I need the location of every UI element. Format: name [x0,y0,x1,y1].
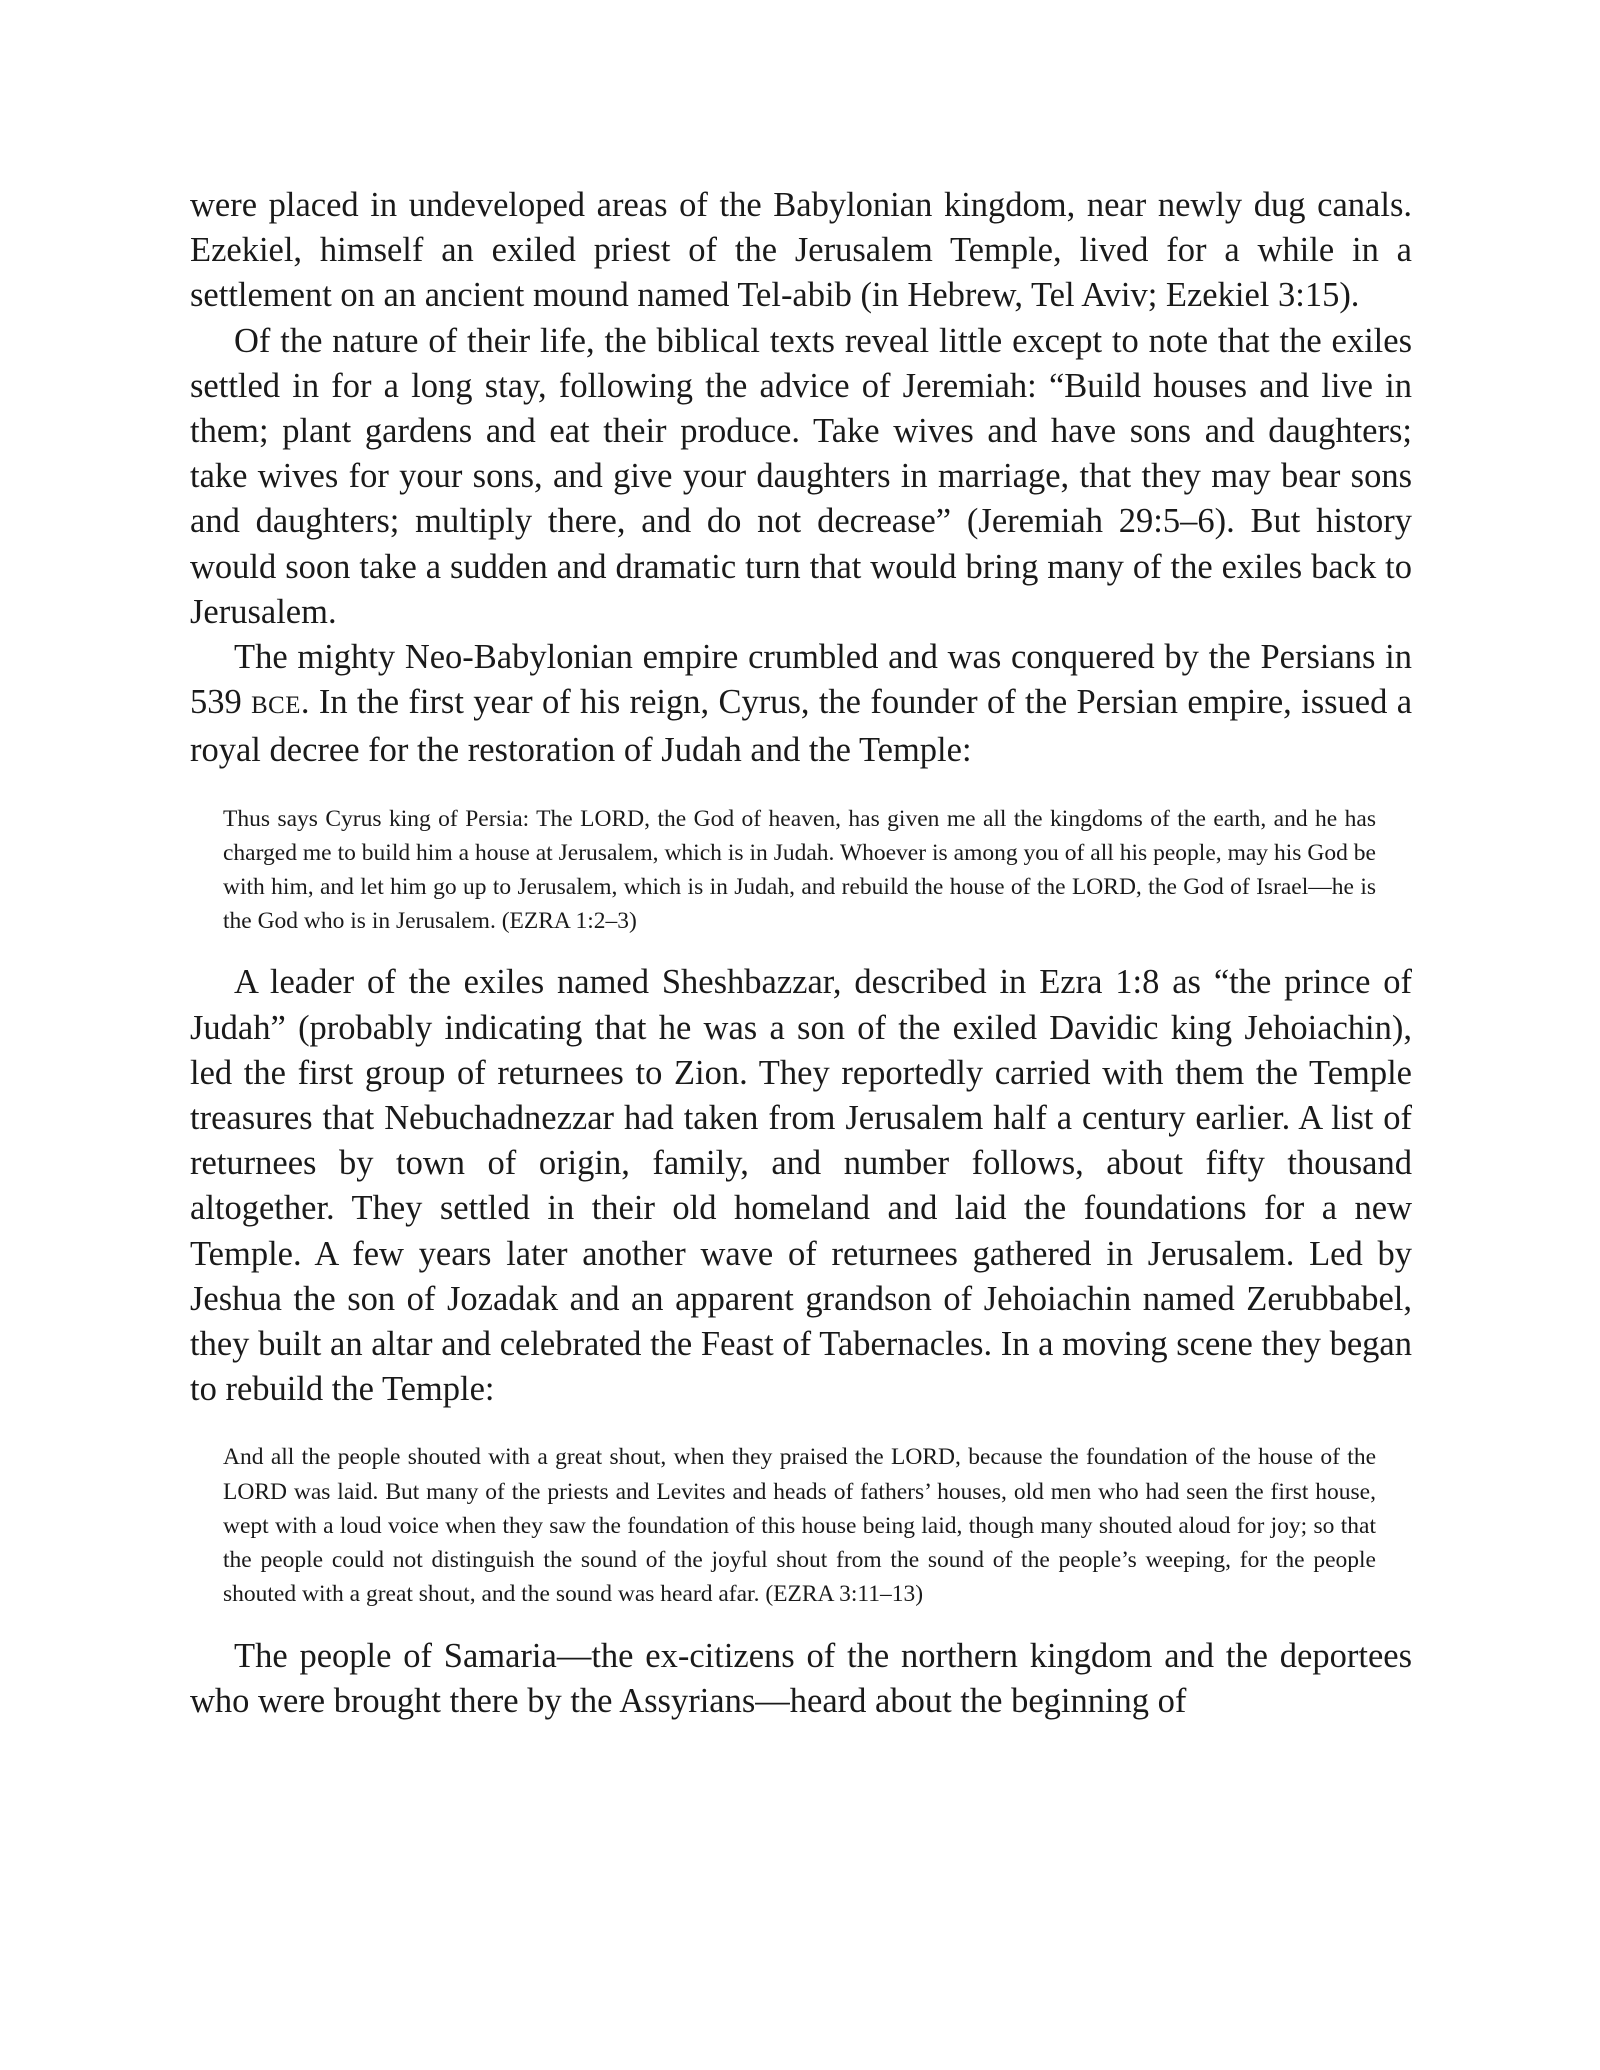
era-abbreviation: BCE [251,692,301,720]
paragraph-persian-conquest-end: . In the first year of his reign, Cyrus, the founder of the Persian empire, issued a royal decree for the restoration of Judah and the Temple: [190,683,1413,770]
paragraph-persian-conquest [190,635,1412,774]
paragraph-persian-conquest-start: The mighty Neo-Babylonian empire crumbled and was conquered by the Persians in 539 [190,638,1412,722]
paragraph-exile-settlement: were placed in undeveloped areas of the Babylonian kingdom, near newly dug canals. Ezekiel, himself an exiled priest of the Jerusalem Temple, lived for a while in a settlement on an ancient mound named Tel-abib (in Hebrew, Tel Aviv; Ezekiel 3:15). [190,186,1412,315]
paragraph-samaria-people: The people of Samaria—the ex-citizens of the northern kingdom and the deportees who were brought there by the Assyrians—heard about the beginning of [190,1636,1412,1720]
page-body [190,183,1412,1724]
block-quote-temple-foundation: And all the people shouted with a great shout, when they praised the LORD, because the foundation of the house of the LORD was laid. But many of the priests and Levites and heads of fathers’ houses, old men who had seen the first house, wept with a loud voice when they saw the foundation of this house being laid, though many shouted aloud for joy; so that the people could not distinguish the sound of the joyful shout from the sound of the people’s weeping, for the people shouted with a great shout, and the sound was heard afar. (EZRA 3:11–13) [223,1444,1376,1608]
paragraph-sheshbazzar-return: A leader of the exiles named Sheshbazzar, described in Ezra 1:8 as “the prince of Judah” (probably indicating that he was a son of the exiled Davidic king Jehoiachin), led the first group of returnees to Zion. They reportedly carried with them the Temple treasures that Nebuchadnezzar had taken from Jerusalem half a century earlier. A list of returnees by town of origin, family, and number follows, about fifty thousand altogether. They settled in their old homeland and laid the foundations for a new Temple. A few years later another wave of returnees gathered in Jerusalem. Led by Jeshua the son of Jozadak and an apparent grandson of Jehoiachin named Zerubbabel, they built an altar and celebrated the Feast of Tabernacles. In a moving scene they began to rebuild the Temple: [190,963,1412,1409]
paragraph-jeremiah-advice: Of the nature of their life, the biblical texts reveal little except to note that the exiles settled in for a long stay, following the advice of Jeremiah: “Build houses and live in them; plant gardens and eat their produce. Take wives and have sons and daughters; take wives for your sons, and give your daughters in marriage, that they may bear sons and daughters; multiply there, and do not decrease” (Jeremiah 29:5–6). But history would soon take a sudden and dramatic turn that would bring many of the exiles back to Jerusalem. [190,321,1412,631]
block-quote-cyrus-decree: Thus says Cyrus king of Persia: The LORD, the God of heaven, has given me all the kingdoms of the earth, and he has charged me to build him a house at Jerusalem, which is in Judah. Whoever is among you of all his people, may his God be with him, and let him go up to Jerusalem, which is in Judah, and rebuild the house of the LORD, the God of Israel—he is the God who is in Jerusalem. (EZRA 1:2–3) [223,805,1376,935]
